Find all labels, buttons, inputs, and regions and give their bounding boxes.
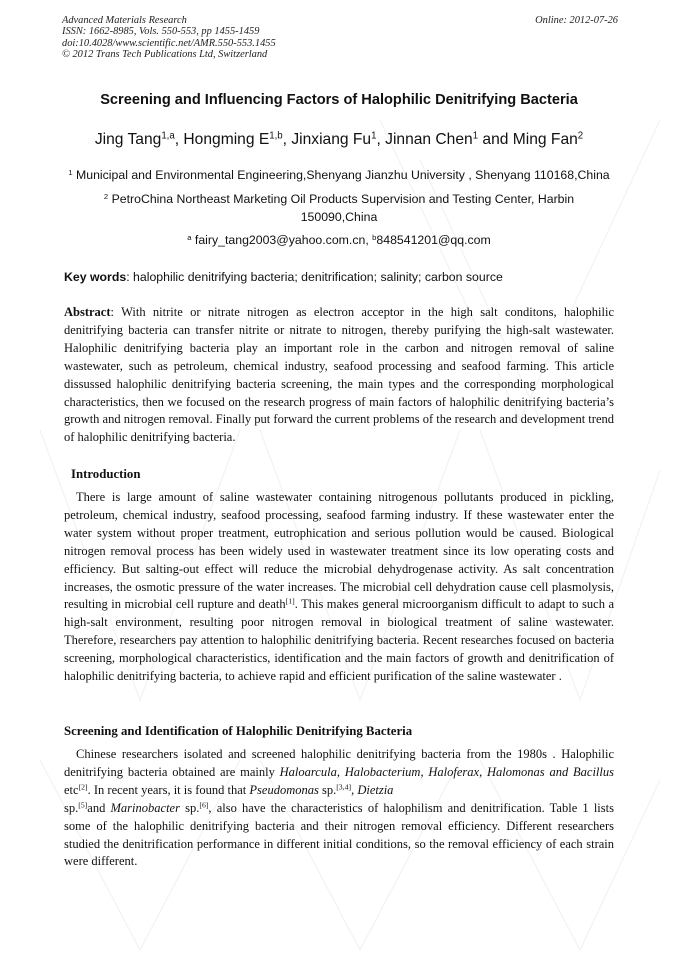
email-sup: a — [187, 232, 192, 242]
citation[interactable]: [5] — [78, 800, 88, 810]
keywords: Key words: halophilic denitrifying bacteria; denitrification; salinity; carbon source — [64, 270, 503, 284]
online-date: Online: 2012-07-26 — [535, 15, 618, 26]
author-sup: 1 — [472, 130, 479, 142]
author-sep: , — [376, 131, 386, 148]
author-name: Jing Tang — [94, 131, 162, 148]
abstract-label: Abstract — [64, 305, 111, 319]
section-paragraph — [64, 746, 614, 871]
affiliation-sup: 1 — [68, 167, 73, 177]
copyright-line: © 2012 Trans Tech Publications Ltd, Switzerland — [62, 48, 268, 60]
abstract-text: With nitrite or nitrate nitrogen as electron acceptor in the high salt conditons, halophilic denitrifying bacteria can transfer nitrite or nitrate to nitrogen, thereby purifying the high-salt wastewater. Halophilic denitrifying bacteria play an important role in the carbon and nitrogen removal of saline wastewater, such as petroleum, chemical industry, seafood processing and seafood farming. This article dissussed halophilic denitrifying bacteria screening, the main types and the corresponding morphological characteristics, then we focused on the research progress of main factors of halophilic denitrifying bacteria’s growth and nitrogen removal. Finally put forward the current problems of the research and development trend of halophilic denitrifying bacteria. — [64, 305, 614, 445]
body-text: Chinese researchers isolated and screened halophilic denitrifying bacteria from the 1980s . Halophilic denitrifying bacteria obtained are mainly — [64, 747, 614, 779]
body-text: , — [351, 782, 358, 797]
intro-text: There is large amount of saline wastewater containing nitrogenous pollutants produced in pickling, petroleum, chemical industry, seafood processing, seafood farming industry. If these wastewater enter the water system without proper treatment, eutrophication and serious pollution would be caused. Biological nitrogen removal process has been widely used in wastewater treatment since its low operating costs and efficiency. But salting-out effect will reduce the microbial dehydrogenase activity. As salt concentration increases, the osmotic pressure of the water increases. The microbial cell dehydration cause cell plasmolysis, resulting in microbial cell rupture and death — [64, 490, 614, 612]
keywords-label: Key words — [64, 270, 127, 284]
author-sup: 1 — [371, 130, 377, 142]
citation[interactable]: [3,4] — [336, 782, 352, 792]
doi-line: doi:10.4028/www.scientific.net/AMR.550-553.1455 — [62, 37, 276, 49]
introduction-heading: Introduction — [71, 467, 141, 481]
author-list — [40, 131, 638, 149]
affiliation-text: Municipal and Environmental Engineering,Shenyang Jianzhu University , Shenyang 110168,China — [75, 168, 610, 182]
body-text: sp. — [179, 800, 200, 815]
keywords-text: halophilic denitrifying bacteria; denitrification; salinity; carbon source — [133, 270, 503, 284]
affiliation-text: PetroChina Northeast Marketing Oil Products Supervision and Testing Center, Harbin 150090,China — [111, 192, 575, 224]
affiliation-1 — [56, 166, 622, 184]
body-text: sp. — [64, 800, 79, 815]
genus-name: Pseudomonas — [249, 782, 319, 797]
author-sep: and — [478, 131, 513, 148]
body-text: , also have the characteristics of halophilism and denitrification. Table 1 lists some of the halophilic denitrifying bacteria and their nitrogen removal efficiency. Different researchers studied the denitrification performance in different initial conditions, so the removal efficiency of each strain were different. — [64, 800, 614, 869]
author-name: Ming Fan — [512, 131, 578, 148]
email-line: $^a$ fairy_tang2003@yahoo.com.cn, $^b$848541201@qq.com — [187, 232, 491, 247]
citation[interactable]: [2] — [78, 782, 88, 792]
author-sep: , — [282, 131, 292, 148]
journal-name: Advanced Materials Research — [62, 15, 187, 26]
section-heading: Screening and Identification of Halophilic Denitrifying Bacteria — [64, 724, 413, 738]
body-text: etc — [64, 782, 79, 797]
journal-header — [62, 15, 618, 60]
genus-name: Dietzia — [357, 782, 394, 797]
author-sup: 1,b — [269, 130, 283, 142]
abstract: Abstract: With nitrite or nitrate nitrogen as electron acceptor in the high salt conditons, halophilic denitrifying bacteria can transfer nitrite or nitrate to nitrogen, thereby purifying the high-salt wastewater. Halophilic denitrifying bacteria play an important role in the carbon and nitrogen removal of saline wastewater, such as petroleum, chemical industry, seafood processing and seafood farming. This article dissussed halophilic denitrifying bacteria screening, the main types and the corresponding morphological characteristics, then we focused on the research progress of main factors of halophilic denitrifying bacteria’s growth and nitrogen removal. Finally put forward the current problems of the research and development trend of halophilic denitrifying bacteria. — [64, 305, 614, 445]
citation[interactable]: [1] — [285, 596, 295, 606]
author-sep: , — [174, 131, 184, 148]
author-name: Jinxiang Fu — [291, 131, 372, 148]
affiliation-2 — [86, 190, 592, 226]
introduction-paragraph — [64, 489, 614, 686]
issn-line: ISSN: 1662-8985, Vols. 550-553, pp 1455-1459 — [62, 26, 260, 38]
body-text: and — [87, 800, 111, 815]
genus-name: Marinobacter — [110, 800, 180, 815]
author-name: Jinnan Chen — [385, 131, 473, 148]
paper-title: Screening and Influencing Factors of Halophilic Denitrifying Bacteria — [100, 92, 578, 108]
author-sup: 1,a — [161, 130, 175, 142]
citation[interactable]: [6] — [199, 800, 209, 810]
body-text: sp. — [318, 782, 337, 797]
affiliation-sup: 2 — [103, 191, 109, 201]
author-sup: 2 — [577, 130, 584, 142]
email-address[interactable]: fairy_tang2003@yahoo.com.cn — [194, 233, 366, 247]
email-address[interactable]: 848541201@qq.com — [376, 233, 491, 247]
author-name: Hongming E — [183, 131, 270, 148]
email-sup: b — [372, 232, 377, 242]
body-text: . In recent years, it is found that — [87, 782, 250, 797]
intro-text: . This makes general microorganism difficult to adapt to such a high-salt environment, resulting poor nitrogen removal in biological treatment of saline wastewater. Therefore, researchers pay attention to halophilic denitrifying bacteria. Recent researches focused on bacteria screening, morphological characteristics, identification and the main factors of growth and denitrification of halophilic denitrifying bacteria, to achieve rapid and efficient purification of the saline wastewater . — [64, 597, 614, 684]
genus-list: Haloarcula, Halobacterium, Haloferax, Halomonas and Bacillus — [279, 764, 614, 779]
